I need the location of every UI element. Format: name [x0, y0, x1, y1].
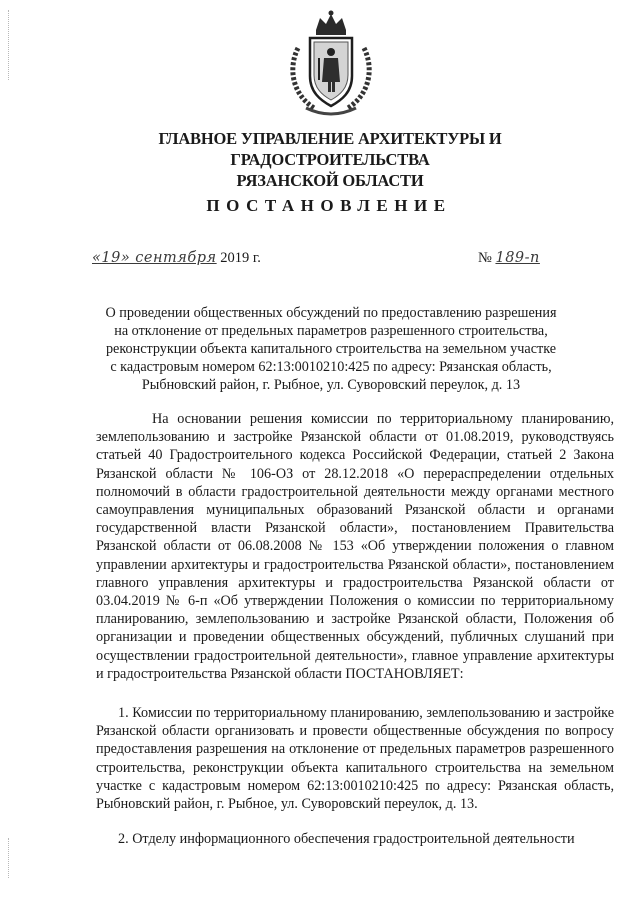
- subject-line: О проведении общественных обсуждений по предоставлению разрешения: [105, 305, 557, 321]
- org-line-1: ГЛАВНОЕ УПРАВЛЕНИЕ АРХИТЕКТУРЫ И ГРАДОСТРОИТЕЛЬСТВА: [158, 129, 502, 169]
- document-date: [92, 250, 261, 267]
- date-year: 2019 г.: [220, 250, 261, 266]
- subject-line: на отклонение от предельных параметров разрешенного строительства,: [114, 323, 548, 339]
- number-label: №: [478, 250, 492, 266]
- org-line-2: РЯЗАНСКОЙ ОБЛАСТИ: [236, 171, 424, 190]
- scan-margin-mark: [8, 838, 11, 878]
- subject-line: реконструкции объекта капитального строительства на земельном участке: [105, 341, 557, 357]
- preamble-paragraph: На основании решения комиссии по территориальному планированию, землепользованию и застройке Рязанской области от 01.08.2019, руководствуясь статьей 40 Градостроительного кодекса Российской Федерации, статьей 2 Закона Рязанской области № 106-ОЗ от 28.12.2018 «О перераспределении отдельных полномочий в области градостроительной деятельности между органами местного самоуправления муниципальных образований Рязанской области и органами государственной власти Рязанской области», постановлением Правительства Рязанской области от 06.08.2008 № 153 «Об утверждении положения о главном управлении архитектуры и градостроительства Рязанской области», постановлением главного управления архитектуры и градостроительства Рязанской области от 03.04.2019 № 6-п «Об утверждении Положения о комиссии по территориальному планированию, землепользованию и застройке Рязанской области, Положения об организации и проведении общественных обсуждений, публичных слушаний при осуществлении градостроительной деятельности», главное управление архитектуры и градостроительства Рязанской области ПОСТАНОВЛЯЕТ:: [96, 411, 614, 682]
- document-number: [478, 250, 540, 267]
- subject-line: с кадастровым номером 62:13:0010210:425 по адресу: Рязанская область,: [110, 359, 552, 375]
- handwritten-number: 189-п: [495, 250, 540, 266]
- issuing-authority: [70, 128, 590, 191]
- document-type-title: ПОСТАНОВЛЕНИЕ: [206, 196, 452, 215]
- document-subject: [96, 304, 566, 394]
- scan-margin-mark: [8, 10, 11, 80]
- coat-of-arms-icon: [286, 8, 376, 120]
- handwritten-date: «19» сентября: [92, 250, 217, 266]
- subject-line: Рыбновский район, г. Рыбное, ул. Суворовский переулок, д. 13: [141, 377, 521, 393]
- clause-2-paragraph: 2. Отделу информационного обеспечения градостроительной деятельности: [118, 831, 575, 847]
- clause-1-paragraph: 1. Комиссии по территориальному планированию, землепользованию и застройке Рязанской области организовать и провести общественные обсуждения по вопросу предоставления разрешения на отклонение от предельных параметров разрешенного строительства, реконструкции объекта капитального строительства на земельном участке с кадастровым номером 62:13:0010210:425 по адресу: Рязанская область, Рыбновский район, г. Рыбное, ул. Суворовский переулок, д. 13.: [96, 705, 614, 813]
